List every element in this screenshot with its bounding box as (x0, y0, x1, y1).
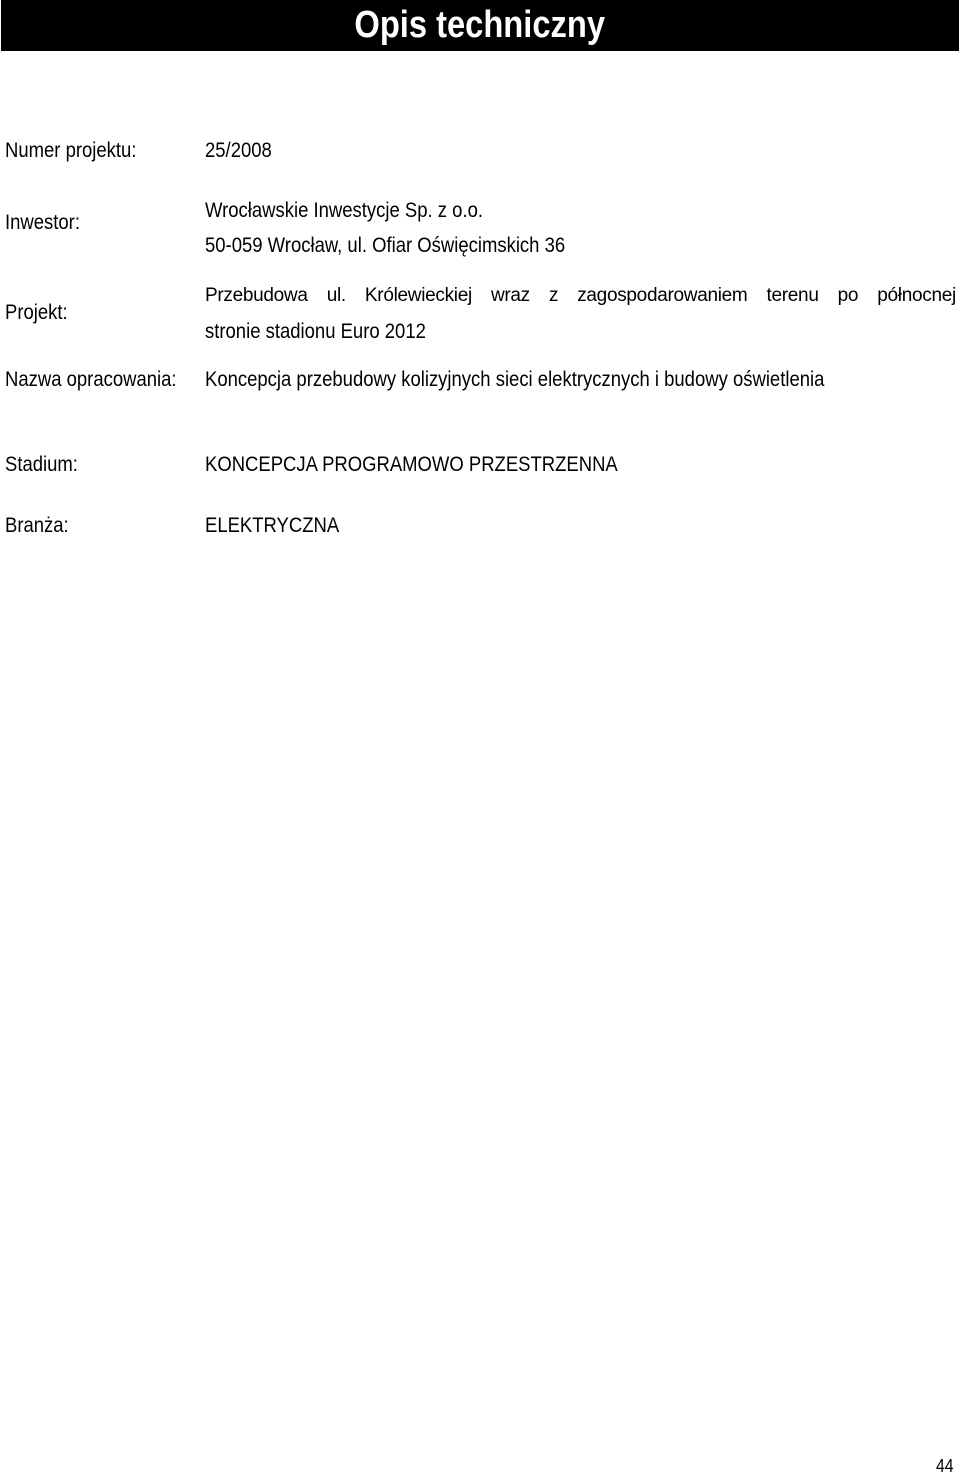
discipline-value: ELEKTRYCZNA (205, 514, 340, 537)
project-number-label: Numer projektu: (5, 139, 137, 162)
investor-label: Inwestor: (5, 211, 80, 234)
stage-label: Stadium: (5, 453, 78, 476)
investor-name: Wrocławskie Inwestycje Sp. z o.o. (205, 199, 483, 222)
study-name-label: Nazwa opracowania: (5, 368, 177, 391)
investor-address: 50-059 Wrocław, ul. Ofiar Oświęcimskich 36 (205, 234, 566, 257)
study-name-value: Koncepcja przebudowy kolizyjnych sieci elektrycznych i budowy oświetlenia (205, 368, 825, 391)
page-number: 44 (935, 1456, 954, 1476)
page-title: Opis techniczny (354, 4, 606, 46)
stage-value: KONCEPCJA PROGRAMOWO PRZESTRZENNA (205, 453, 618, 476)
discipline-label: Branża: (5, 514, 69, 537)
project-number-value: 25/2008 (205, 139, 272, 162)
project-description-line2: stronie stadionu Euro 2012 (205, 320, 426, 343)
page-title-bar (1, 0, 959, 51)
project-label: Projekt: (5, 301, 68, 324)
project-description-line1: Przebudowa ul. Królewieckiej wraz z zagospodarowaniem terenu po północnej (205, 285, 956, 306)
